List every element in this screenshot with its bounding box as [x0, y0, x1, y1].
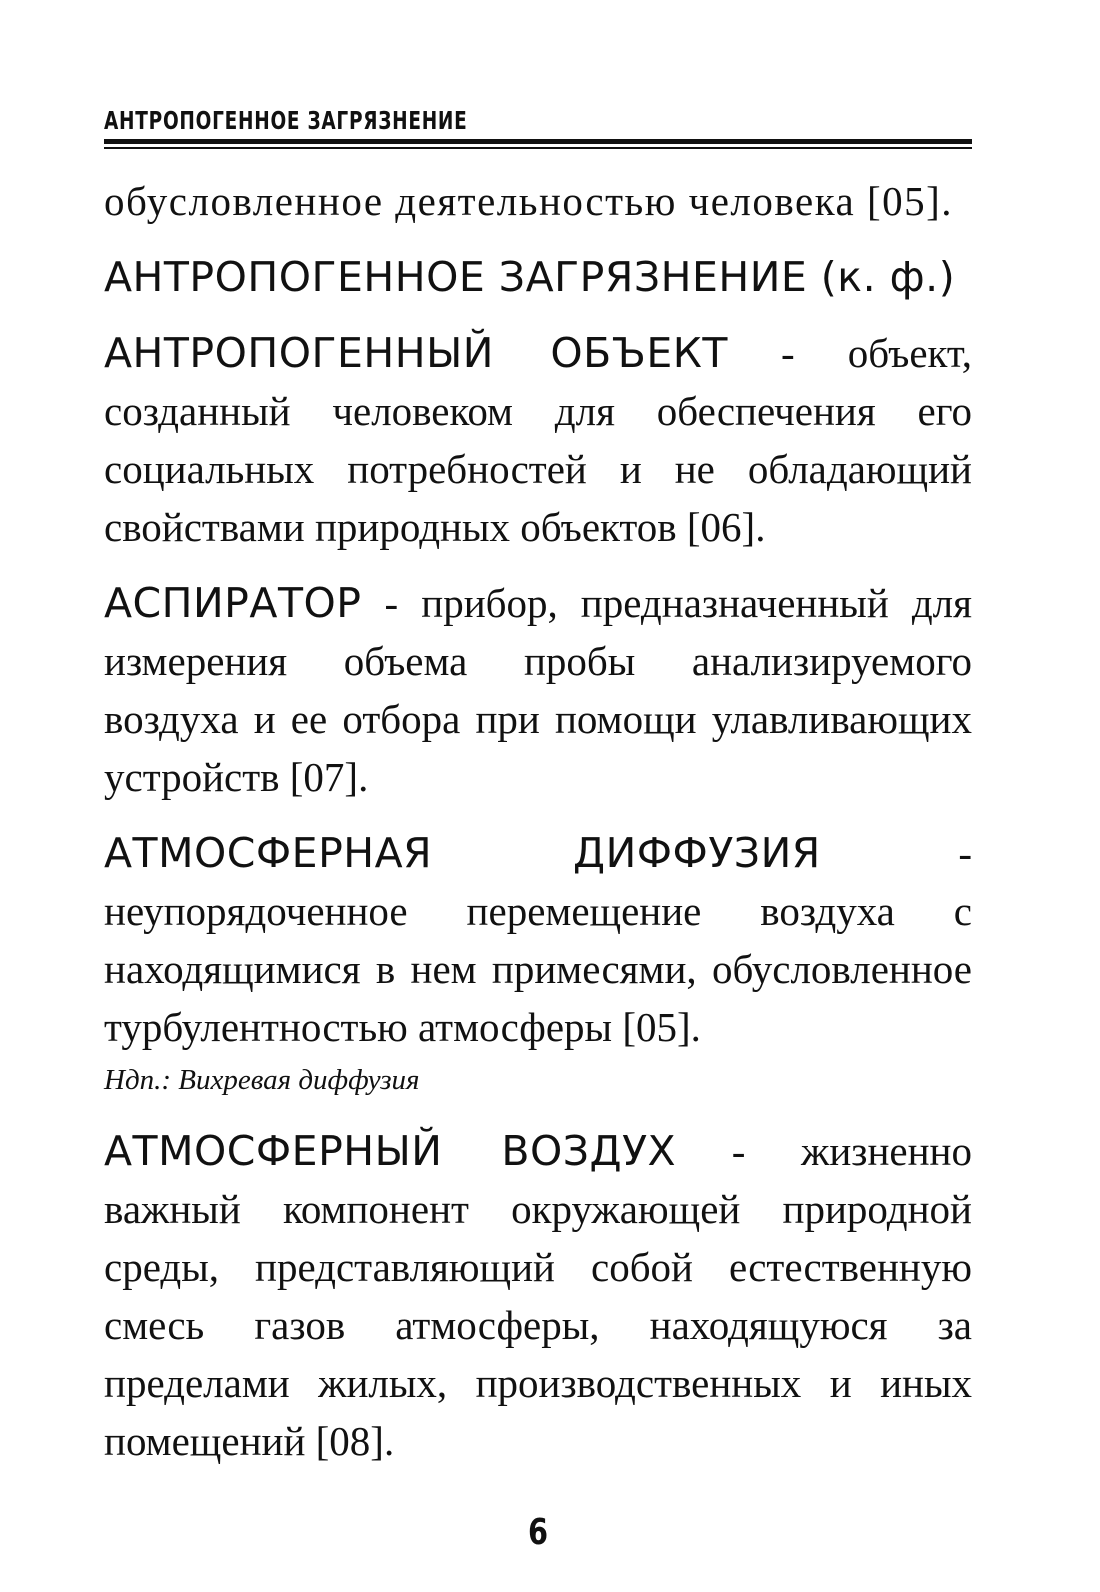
header-rule-thin [104, 147, 972, 149]
entry-definition: - объект, созданный человеком для обеспечения его социальных потребностей и не обладающий свойствами природных объектов [06]. [104, 330, 972, 550]
entry-term: АТМОСФЕРНАЯ ДИФФУЗИЯ [104, 829, 821, 877]
entry-note: Ндп.: Вихревая диффузия [104, 1064, 420, 1096]
entry-term: АНТРОПОГЕННЫЙ ОБЪЕКТ [104, 329, 728, 377]
entry-term: АСПИРАТОР [104, 579, 362, 627]
entry-continuation [104, 172, 972, 230]
entry-anthropogenic-object [104, 324, 972, 556]
entry-atmospheric-air [104, 1122, 972, 1470]
entry-term: АТМОСФЕРНЫЙ ВОЗДУХ [104, 1127, 677, 1175]
entry-definition: АНТРОПОГЕННОЕ ЗАГРЯЗНЕНИЕ (к. ф.) [104, 253, 956, 301]
entries-list [104, 172, 972, 1488]
entry-definition: - неупорядоченное перемещение воздуха с находящимися в нем примесями, обусловленное турбулентностью атмосферы [05]. [104, 830, 972, 1050]
entry-definition: - жизненно важный компонент окружающей природной среды, представляющий собой естественную смесь газов атмосферы, находящуюся за пределами жилых, производственных и иных помещений [08]. [104, 1128, 972, 1464]
page-number: 6 [527, 1512, 549, 1553]
entry-definition: - прибор, предназначенный для измерения объема пробы анализируемого воздуха и ее отбора при помощи улавливающих устройств [07]. [104, 580, 972, 800]
entry-definition: обусловленное деятельностью человека [05]. [104, 178, 954, 224]
running-head: АНТРОПОГЕННОЕ ЗАГРЯЗНЕНИЕ [104, 106, 468, 135]
entry-aspirator [104, 574, 972, 806]
dictionary-page [104, 0, 976, 1592]
entry-atmospheric-diffusion [104, 824, 972, 1056]
header-rule-thick [104, 139, 972, 144]
entry-cross-reference [104, 248, 972, 306]
